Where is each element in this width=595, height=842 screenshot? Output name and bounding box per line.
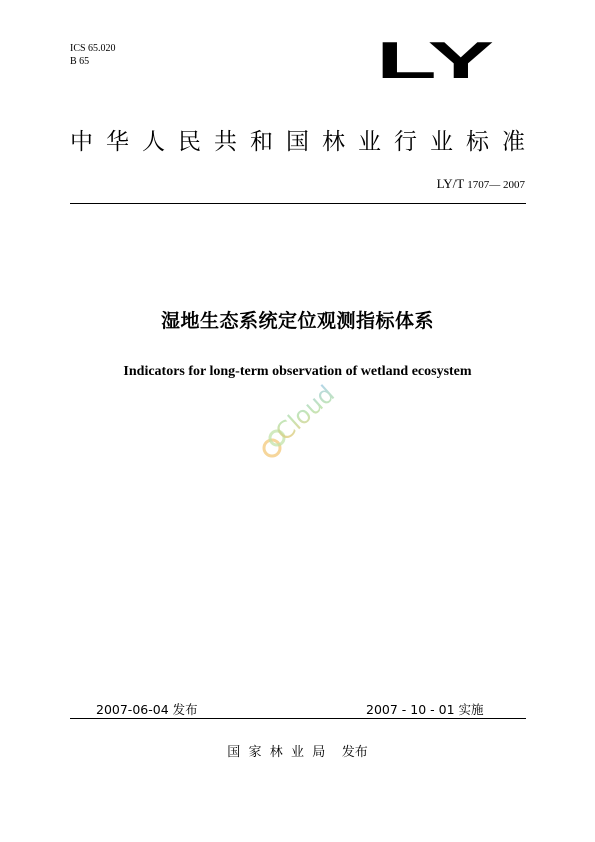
standard-number — [437, 176, 525, 192]
top-divider — [70, 203, 526, 204]
standard-category-title — [70, 124, 525, 160]
implementation-date: 2007 - 10 - 01 实施 — [366, 702, 484, 717]
title-char: 华 — [106, 129, 129, 155]
title-char: 中 — [70, 129, 93, 155]
ly-logo-text: LY — [376, 32, 494, 86]
title-char: 民 — [178, 129, 201, 155]
title-char: 国 — [286, 129, 309, 155]
issuing-authority: 国 家 林 业 局 发布 — [227, 745, 368, 760]
ccs-code: B 65 — [70, 56, 90, 67]
title-char: 和 — [250, 129, 273, 155]
document-title-english: Indicators for long-term observation of wetland ecosystem — [123, 364, 472, 379]
ly-logo — [376, 28, 494, 86]
title-char: 业 — [358, 129, 381, 155]
title-char: 业 — [430, 129, 453, 155]
ics-code: ICS 65.020 — [70, 43, 116, 54]
title-char: 准 — [502, 129, 525, 155]
title-char: 共 — [214, 129, 237, 155]
watermark-logo — [255, 380, 355, 470]
issue-date: 2007-06-04 发布 — [96, 702, 198, 717]
watermark-text: Cloud — [270, 380, 340, 447]
title-char: 行 — [394, 129, 417, 155]
title-char: 林 — [322, 129, 345, 155]
standard-number-value: 1707— 2007 — [467, 179, 525, 191]
title-char: 标 — [466, 129, 489, 155]
document-title-chinese: 湿地生态系统定位观测指标体系 — [160, 310, 434, 332]
classification-codes — [70, 42, 116, 68]
bottom-divider — [70, 718, 526, 719]
title-char: 人 — [142, 129, 165, 155]
standard-number-prefix: LY/T — [436, 176, 464, 191]
